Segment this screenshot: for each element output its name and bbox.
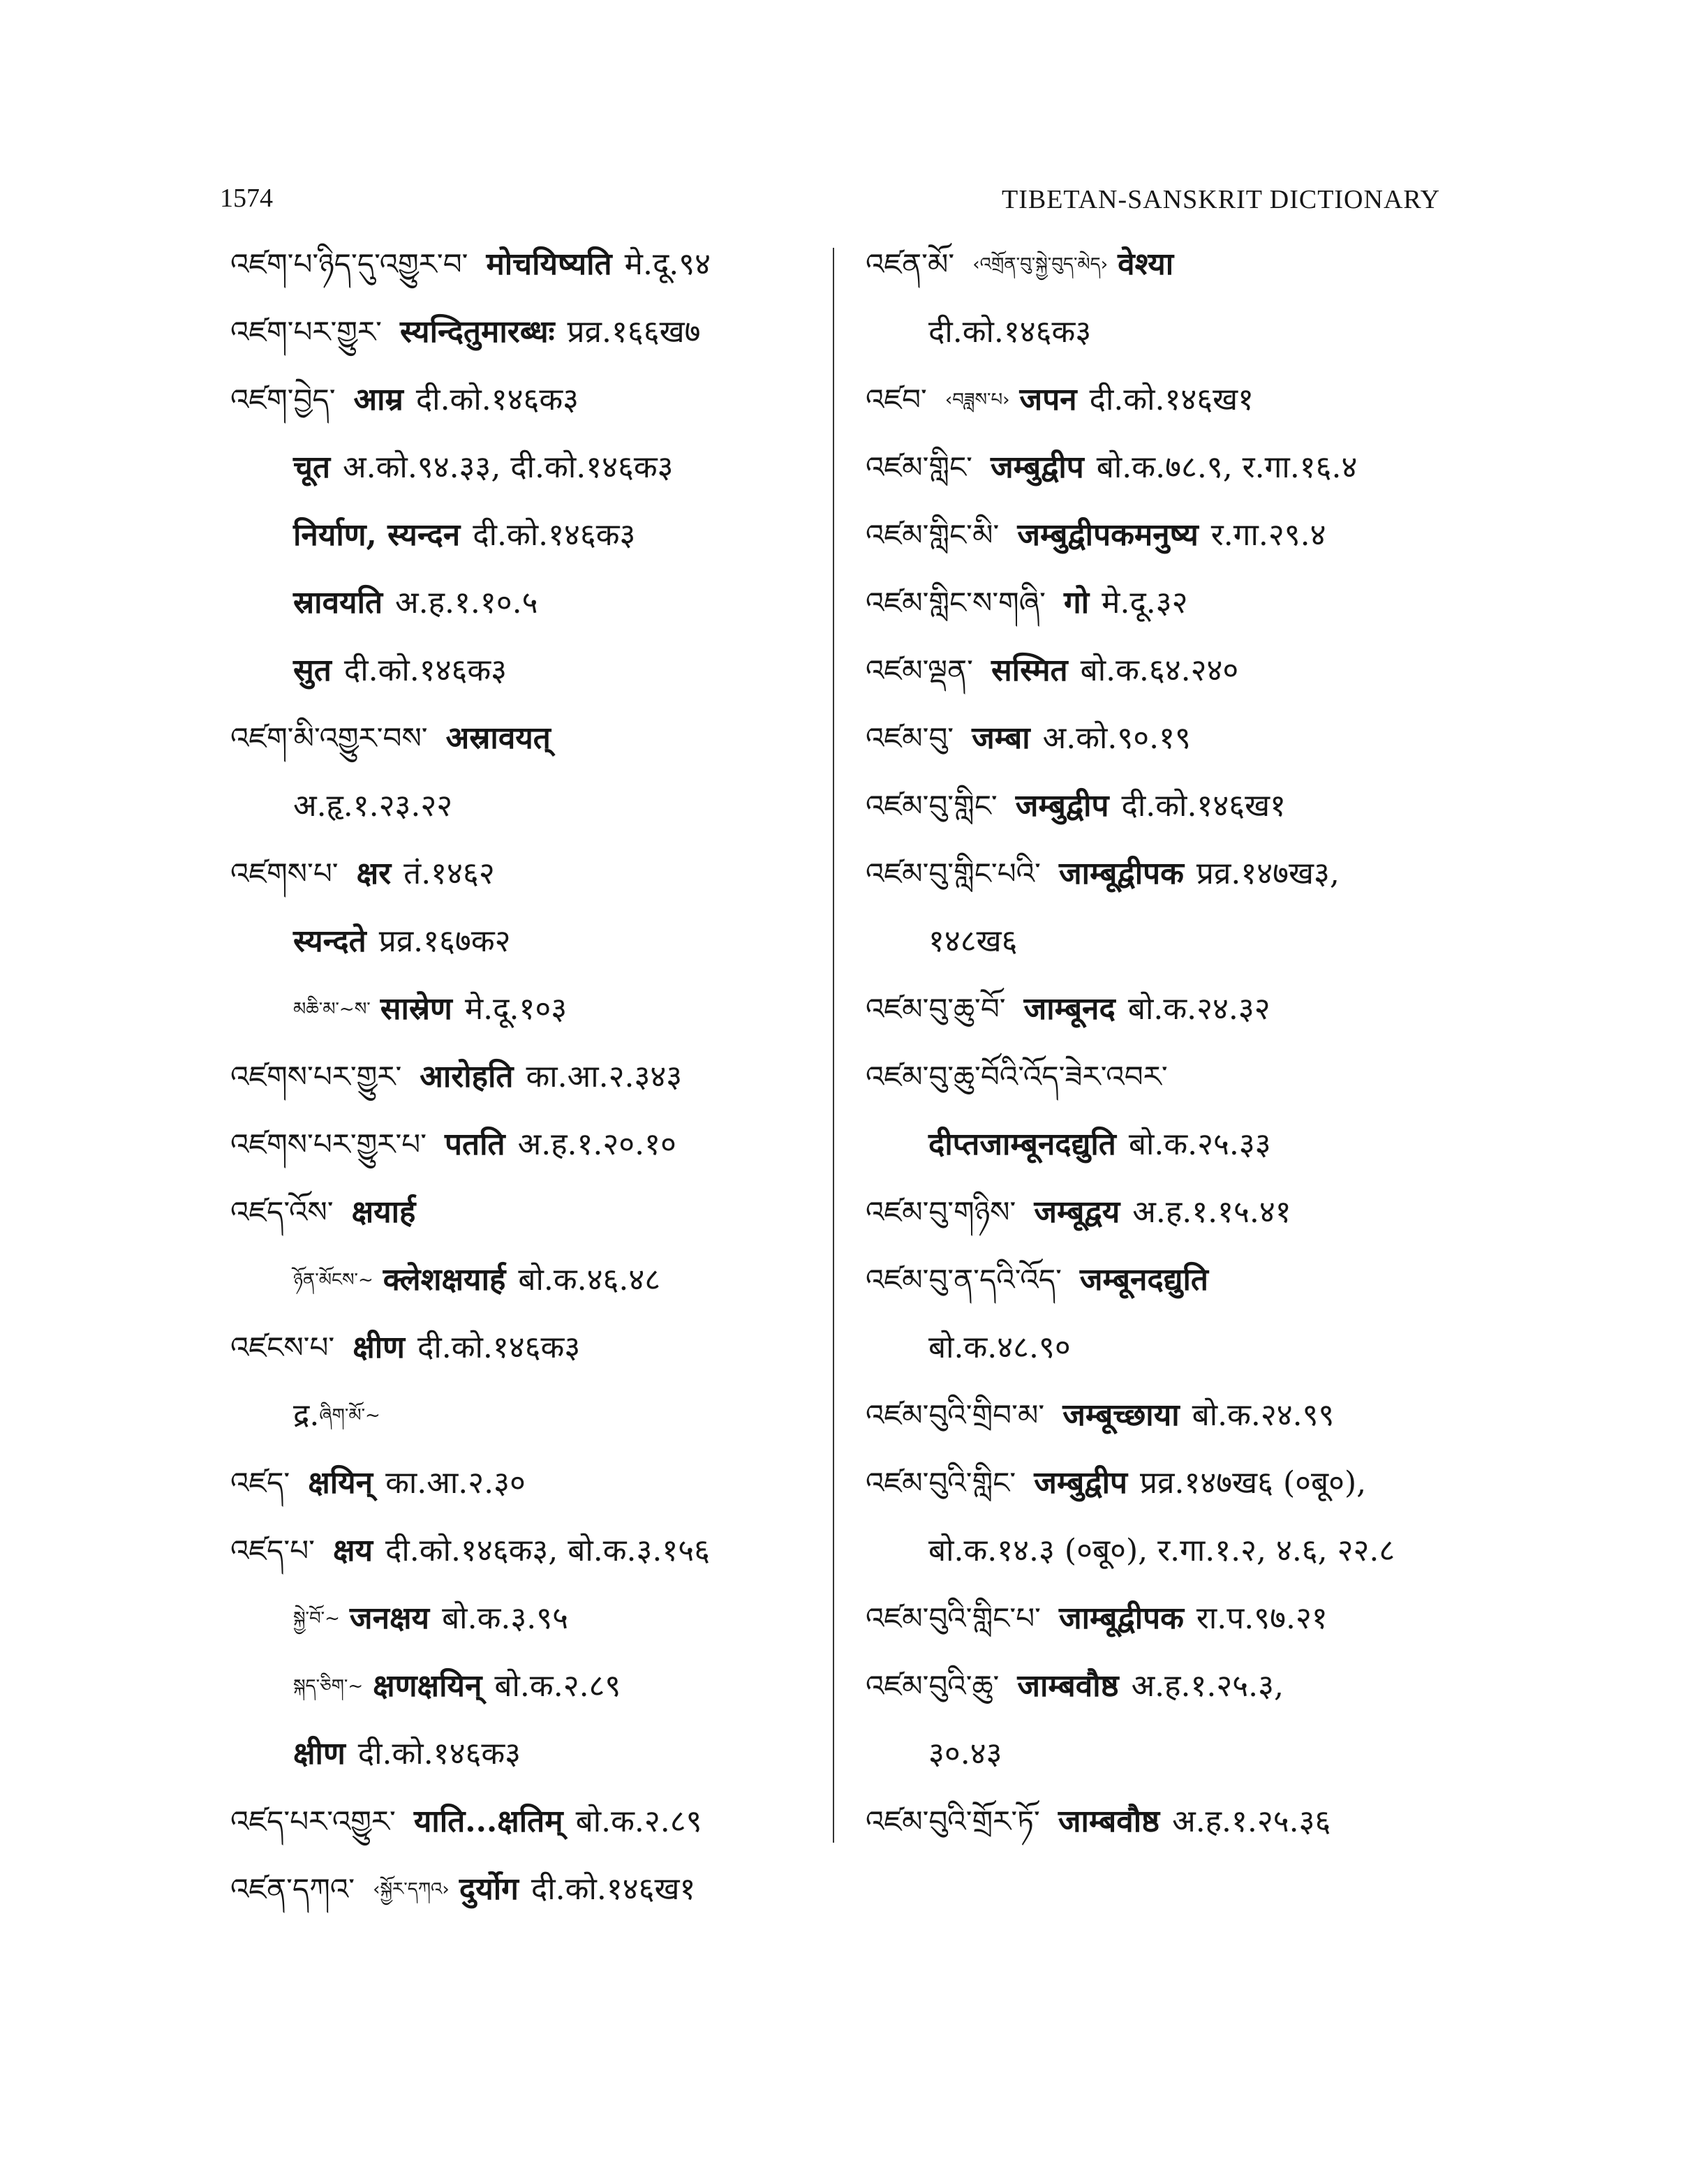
sanskrit-equivalent: वेश्या [1118,246,1174,282]
tibetan-headword: འཛམ་བུ་ཆུ་བོའི་འོད་ཟེར་འབར་ [866,1059,1168,1094]
tibetan-headword: འཛགས་པར་གྱུར་ [230,1059,402,1094]
sanskrit-equivalent: दुर्योग [459,1871,519,1907]
dictionary-entry [866,501,1473,569]
dictionary-entry [866,433,1473,501]
source-reference: तं.१४६२ [403,855,495,891]
tibetan-headword: འཛག་པར་གྱུར་ [230,314,382,349]
sanskrit-equivalent: अस्रावयत् [445,720,551,756]
source-reference: अ.को.९०.१९ [1042,720,1191,756]
source-reference: अ.ह.१.२५.३, [1131,1667,1284,1704]
dictionary-entry [230,1314,824,1381]
tibetan-headword: འཛམ་བུ་གླིང་པའི་ [866,856,1041,891]
source-reference: दी.को.१४६ख१ [1089,381,1254,417]
dictionary-entry [866,772,1473,840]
tibetan-headword: འཛགས་པ་ [230,856,339,891]
source-reference: बो.क.१४.३ (०बू०), र.गा.१.२, ४.६, २२.८ [928,1532,1395,1568]
sanskrit-equivalent: जम्बूद्वय [1034,1194,1120,1230]
tibetan-headword: འཛགས་པར་གྱུར་པ་ [230,1127,427,1161]
source-reference: अ.ह.१.१०.५ [395,584,538,621]
tibetan-headword: འཛད་འོས་ [230,1194,334,1229]
source-reference: अ.को.९४.३३, दी.को.१४६क३ [343,449,674,485]
dictionary-entry [866,704,1473,772]
dictionary-entry [866,1381,1473,1449]
sanskrit-equivalent: जाम्बवौष्ठ [1017,1667,1119,1704]
tibetan-headword: འཛག་བྱེད་ [230,382,336,417]
tibetan-headword: འཛམ་བུ་ན་དའི་འོད་ [866,1262,1062,1297]
source-reference: का.आ.२.३४३ [526,1058,683,1094]
dictionary-entry [866,230,1473,298]
sanskrit-equivalent: आरोहति [420,1058,514,1094]
sanskrit-equivalent: जम्बुद्वीप [991,449,1084,485]
tibetan-headword: འཛག་མི་འགྱུར་བས་ [230,720,428,755]
tibetan-headword: འཛམ་བུའི་གླིང་ [866,1465,1016,1500]
source-reference: दी.को.१४६क३ [357,1735,521,1771]
cross-reference: द्र. [293,1397,320,1433]
dictionary-entry [230,772,824,840]
tibetan-headword: འཛན་དཀའ་ [230,1871,355,1906]
sanskrit-equivalent: सुत [293,652,332,688]
sanskrit-equivalent: स्यन्दितुमारब्धः [399,313,555,350]
sanskrit-equivalent: सस्मित [991,652,1068,688]
tibetan-headword: འཛམ་བུ་ [866,720,954,755]
sanskrit-equivalent: जम्बा [972,720,1030,756]
dictionary-entry [230,1110,824,1178]
sanskrit-equivalent: क्षयार्ह [351,1194,416,1230]
source-reference: बो.क.६४.२४० [1080,652,1239,688]
dictionary-entry [230,1517,824,1584]
dictionary-entry [230,1381,824,1449]
tibetan-headword: འཛམ་བུ་གཉིས་ [866,1194,1016,1229]
source-reference: मे.दू.३२ [1102,584,1188,621]
sanskrit-equivalent: क्षय [332,1532,373,1568]
sanskrit-equivalent: जम्बुद्वीप [1034,1464,1127,1501]
tibetan-subentry: ‹སྐྱོར་དཀའ› [373,1878,450,1900]
source-reference: बो.क.४६.४८ [518,1261,661,1298]
source-reference: बो.क.२४.३२ [1127,990,1270,1027]
dictionary-entry [866,840,1473,907]
dictionary-entry [866,1584,1473,1652]
source-reference: प्रव्र.१४७ख६ (०बू०), [1139,1464,1367,1501]
source-reference: प्रव्र.१६७क२ [378,923,511,959]
tibetan-headword: འཛད་པར་འགྱུར་ [230,1804,396,1838]
dictionary-entry [866,1517,1473,1584]
tibetan-headword: འཛམ་བུའི་གླིང་པ་ [866,1600,1041,1635]
sanskrit-equivalent: क्षीण [353,1329,405,1365]
dictionary-entry [230,1855,824,1923]
dictionary-entry [230,1449,824,1517]
source-reference: प्रव्र.१४७ख३, [1196,855,1340,891]
tibetan-headword: འཛན་མོ་ [866,246,955,281]
dictionary-entry [230,975,824,1043]
sanskrit-equivalent: जम्बूच्छाया [1062,1397,1180,1433]
sanskrit-equivalent: स्रावयति [293,584,383,621]
sanskrit-equivalent: दीप्तजाम्बूनदद्युति [928,1126,1116,1162]
tibetan-subentry: ‹བཟླས་པ› [944,389,1010,410]
source-reference: रा.प.९७.२१ [1196,1600,1328,1636]
dictionary-entry [230,1652,824,1720]
dictionary-entry [230,1246,824,1314]
tibetan-headword: འཛག་པ་ཉིད་དུ་འགྱུར་བ་ [230,246,468,281]
tibetan-headword: འཛངས་པ་ [230,1330,335,1365]
dictionary-entry [230,501,824,569]
source-reference: बो.क.२.८९ [575,1803,702,1839]
sanskrit-equivalent: स्यन्दते [293,923,366,959]
source-reference: ३०.४३ [928,1735,1002,1771]
dictionary-entry [866,1110,1473,1178]
source-reference: मे.दू.१०३ [464,990,568,1027]
source-reference: दी.को.१४६क३ [343,652,507,688]
source-reference: बो.क.७८.९, र.गा.१६.४ [1096,449,1358,485]
dictionary-entry [866,637,1473,704]
sanskrit-equivalent: क्षर [356,855,392,891]
running-title: TIBETAN-SANSKRIT DICTIONARY [1002,185,1441,214]
sanskrit-equivalent: जाम्बवौष्ठ [1058,1803,1160,1839]
dictionary-entry [230,704,824,772]
tibetan-headword: འཛད་ [230,1465,290,1500]
sanskrit-equivalent: मोचयिष्यति [486,246,612,282]
dictionary-entry [230,298,824,366]
sanskrit-equivalent: जपन [1019,381,1077,417]
sanskrit-equivalent: याति...क्षतिम् [413,1803,563,1839]
tibetan-subentry: ཉོན་མོངས་~ [293,1269,373,1291]
left-column [230,230,824,1923]
source-reference: दी.को.१४६क३ [415,381,579,417]
dictionary-entry [866,1720,1473,1788]
dictionary-entry [230,433,824,501]
sanskrit-equivalent: जाम्बूद्वीपक [1058,1600,1184,1636]
dictionary-entry [866,1043,1473,1110]
tibetan-headword: འཛམ་གླིང་མི་ [866,517,1000,552]
sanskrit-equivalent: क्षणक्षयिन् [373,1667,482,1704]
sanskrit-equivalent: आम्र [353,381,403,417]
sanskrit-equivalent: क्लेशक्षयार्ह [383,1261,506,1298]
dictionary-entry [230,1178,824,1246]
dictionary-entry [230,569,824,637]
sanskrit-equivalent: जम्बूनदद्युति [1079,1261,1208,1298]
source-reference: बो.क.२४.९९ [1192,1397,1335,1433]
sanskrit-equivalent: गो [1063,584,1090,621]
dictionary-entry [230,1584,824,1652]
tibetan-subentry: ཞིག་མོ་~ [319,1404,380,1426]
source-reference: दी.को.१४६ख१ [1121,787,1286,824]
source-reference: दी.को.१४६क३ [417,1329,581,1365]
source-reference: अ.ह.१.२०.१० [517,1126,676,1162]
sanskrit-equivalent: जाम्बूनद [1023,990,1115,1027]
dictionary-entry [866,1449,1473,1517]
source-reference: १४८ख६ [928,923,1018,959]
source-reference: दी.को.१४६क३ [473,517,636,553]
tibetan-headword: འཛམ་བུའི་ཆུ་ [866,1668,1000,1703]
tibetan-subentry: སྐད་ཅིག་~ [293,1675,364,1697]
dictionary-entry [230,366,824,433]
tibetan-headword: འཛམ་ལྡན་ [866,653,973,688]
tibetan-headword: འཛམ་བུ་གླིང་ [866,788,998,823]
tibetan-subentry: ‹འགྲོན་བུ་སྐྱེ་བུད་མེད› [972,253,1109,275]
tibetan-subentry: མཆི་མ་~ས་ [293,998,371,1020]
source-reference: दी.को.१४६क३, बो.क.३.१५६ [385,1532,711,1568]
sanskrit-equivalent: सास्रेण [380,990,452,1027]
dictionary-entry [230,1043,824,1110]
dictionary-entry [230,840,824,907]
source-reference: का.आ.२.३० [385,1464,526,1501]
dictionary-entry [230,230,824,298]
column-divider [833,248,834,1843]
sanskrit-equivalent: क्षीण [293,1735,346,1771]
sanskrit-equivalent: जाम्बूद्वीपक [1058,855,1184,891]
dictionary-entry [230,637,824,704]
source-reference: अ.ह.१.२५.३६ [1172,1803,1331,1839]
sanskrit-equivalent: जम्बुद्वीपकमनुष्य [1017,517,1199,553]
dictionary-entry [866,1314,1473,1381]
source-reference: दी.को.१४६क३ [928,313,1092,350]
dictionary-entry [866,1178,1473,1246]
dictionary-entry [230,907,824,975]
dictionary-entry [866,298,1473,366]
source-reference: प्रव्र.१६६ख७ [567,313,701,350]
source-reference: अ.ह.१.१५.४१ [1132,1194,1291,1230]
sanskrit-equivalent: पतति [445,1126,505,1162]
dictionary-entry [230,1720,824,1788]
tibetan-headword: འཛད་པ་ [230,1533,315,1568]
sanskrit-equivalent: जनक्षय [349,1600,430,1636]
source-reference: बो.क.२.८९ [494,1667,621,1704]
tibetan-headword: འཛམ་བུ་ཆུ་བོ་ [866,991,1006,1026]
right-column [866,230,1473,1855]
dictionary-entry [866,569,1473,637]
source-reference: बो.क.२५.३३ [1128,1126,1271,1162]
tibetan-headword: འཛམ་བུའི་གྲོར་ཏོ་ [866,1804,1040,1838]
tibetan-subentry: སྐྱེ་བོ་~ [293,1607,340,1629]
dictionary-entry [866,1652,1473,1720]
sanskrit-equivalent: चूत [293,449,331,485]
source-reference: अ.हृ.१.२३.२२ [293,787,453,824]
dictionary-entry [866,975,1473,1043]
source-reference: मे.दू.९४ [624,246,711,282]
sanskrit-equivalent: जम्बुद्वीप [1015,787,1109,824]
sanskrit-equivalent: क्षयिन् [308,1464,373,1501]
source-reference: दी.को.१४६ख१ [531,1871,696,1907]
dictionary-entry [866,1788,1473,1855]
dictionary-entry [866,1246,1473,1314]
dictionary-entry [230,1788,824,1855]
dictionary-entry [866,366,1473,433]
page-number: 1574 [220,184,273,213]
tibetan-headword: འཛམ་བུའི་གྲིབ་མ་ [866,1397,1045,1432]
sanskrit-equivalent: निर्याण, स्यन्दन [293,517,461,553]
tibetan-headword: འཛབ་ [866,382,927,417]
tibetan-headword: འཛམ་གླིང་ས་གཞི་ [866,585,1046,620]
source-reference: बो.क.३.९५ [442,1600,568,1636]
source-reference: र.गा.२९.४ [1210,517,1326,553]
source-reference: बो.क.४८.९० [928,1329,1071,1365]
dictionary-entry [866,907,1473,975]
tibetan-headword: འཛམ་གླིང་ [866,450,973,484]
